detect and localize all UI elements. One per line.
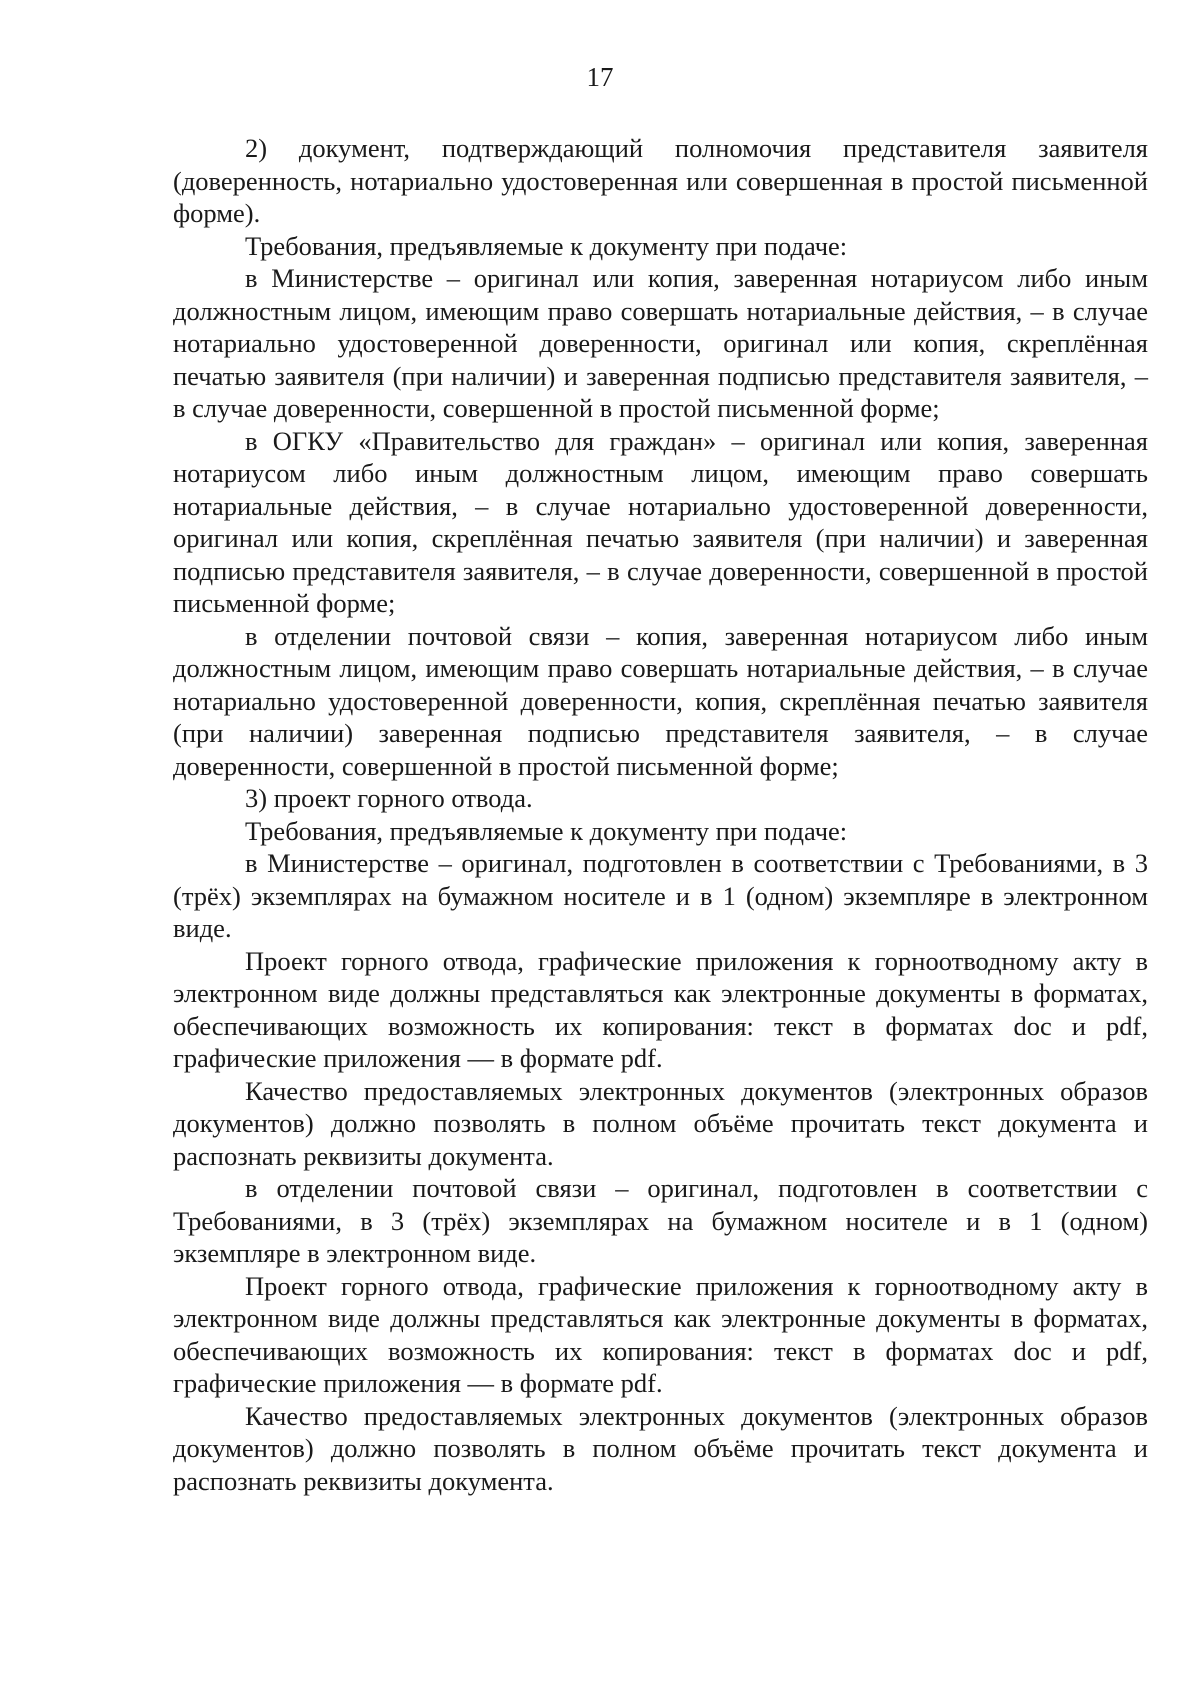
- paragraph-electronic-quality: Качество предоставляемых электронных документов (электронных образов документов) должно позволять в полном объёме прочитать текст документа и распознать реквизиты документа.: [173, 1075, 1148, 1171]
- paragraph-requirements-heading: Требования, предъявляемые к документу при подаче:: [245, 230, 848, 261]
- paragraph-ogku-attorney: в ОГКУ «Правительство для граждан» – оригинал или копия, заверенная нотариусом либо иным должностным лицом, имеющим право совершать нотариальные действия, – в случае нотариально удостоверенной доверенности, оригинал или копия, скреплённая печатью заявителя (при наличии) и заверенная подписью представителя заявителя, – в случае доверенности, совершенной в простой письменной форме;: [173, 425, 1148, 618]
- page-number: 17: [586, 62, 614, 92]
- paragraph-power-of-attorney-item: 2) документ, подтверждающий полномочия представителя заявителя (доверенность, нотариально удостоверенная или совершенная в простой письменной форме).: [173, 133, 1148, 228]
- paragraph-electronic-formats: Проект горного отвода, графические приложения к горноотводному акту в электронном виде должны представляться как электронные документы в форматах, обеспечивающих возможность их копирования: текст в форматах doc и pdf, графические приложения — в формате pdf.: [173, 945, 1148, 1073]
- paragraph-ministry-attorney: в Министерстве – оригинал или копия, заверенная нотариусом либо иным должностным лицом, имеющим право совершать нотариальные действия, – в случае нотариально удостоверенной доверенности, оригинал или копия, скреплённая печатью заявителя (при наличии) и заверенная подписью представителя заявителя, – в случае доверенности, совершенной в простой письменной форме;: [173, 263, 1148, 423]
- paragraph-electronic-quality: Качество предоставляемых электронных документов (электронных образов документов) должно позволять в полном объёме прочитать текст документа и распознать реквизиты документа.: [173, 1400, 1148, 1496]
- paragraph-electronic-formats: Проект горного отвода, графические приложения к горноотводному акту в электронном виде должны представляться как электронные документы в форматах, обеспечивающих возможность их копирования: текст в форматах doc и pdf, графические приложения — в формате pdf.: [173, 1270, 1148, 1398]
- document-body: [173, 132, 1148, 1497]
- paragraph-requirements-heading: Требования, предъявляемые к документу при подаче:: [245, 815, 848, 846]
- paragraph-ministry-project: в Министерстве – оригинал, подготовлен в соответствии с Требованиями, в 3 (трёх) экземплярах на бумажном носителе и в 1 (одном) экземпляре в электронном виде.: [173, 848, 1148, 943]
- paragraph-post-office-attorney: в отделении почтовой связи – копия, заверенная нотариусом либо иным должностным лицом, имеющим право совершать нотариальные действия, – в случае нотариально удостоверенной доверенности, копия, скреплённая печатью заявителя (при наличии) заверенная подписью представителя заявителя, – в случае доверенности, совершенной в простой письменной форме;: [173, 620, 1148, 781]
- paragraph-mining-allotment-item: 3) проект горного отвода.: [245, 783, 533, 813]
- paragraph-post-office-project: в отделении почтовой связи – оригинал, подготовлен в соответствии с Требованиями, в 3 (трёх) экземплярах на бумажном носителе и в 1 (одном) экземпляре в электронном виде.: [173, 1173, 1148, 1268]
